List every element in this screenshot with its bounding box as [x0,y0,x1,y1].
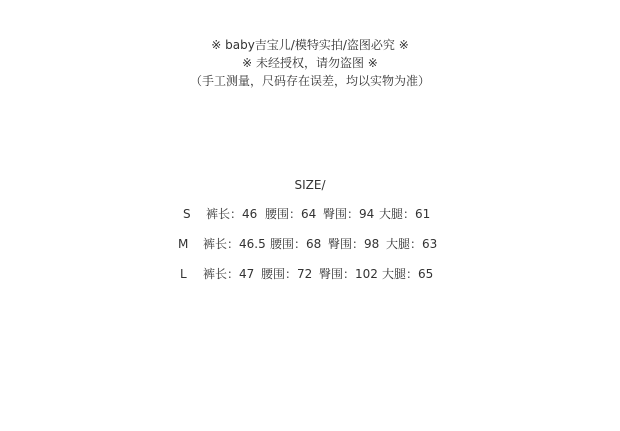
length-value: 裤长：47 [203,267,255,281]
size-row-m [0,236,620,266]
hip-value: 臀围：102 [319,267,378,281]
size-row-s [0,206,620,236]
waist-value: 腰围：68 [270,237,322,251]
notice-line-1: ※ baby吉宝儿/模特实拍/盗图必究 ※ [211,38,409,52]
hip-value: 臀围：94 [323,207,375,221]
waist-value: 腰围：72 [261,267,313,281]
size-row-l [0,266,620,296]
size-label: L [180,267,187,281]
length-value: 裤长：46.5 [203,237,266,251]
waist-value: 腰围：64 [265,207,317,221]
thigh-value: 大腿：63 [386,237,438,251]
thigh-value: 大腿：61 [379,207,431,221]
size-label: M [178,237,189,251]
thigh-value: 大腿：65 [382,267,434,281]
length-value: 裤长：46 [206,207,258,221]
copyright-notice [0,36,620,90]
size-title: SIZE/ [294,178,326,192]
size-label: S [183,207,191,221]
notice-line-2: ※ 未经授权，请勿盗图 ※ [242,56,378,70]
hip-value: 臀围：98 [328,237,380,251]
size-table [0,206,620,296]
notice-line-3: （手工测量，尺码存在误差，均以实物为准） [189,74,430,88]
